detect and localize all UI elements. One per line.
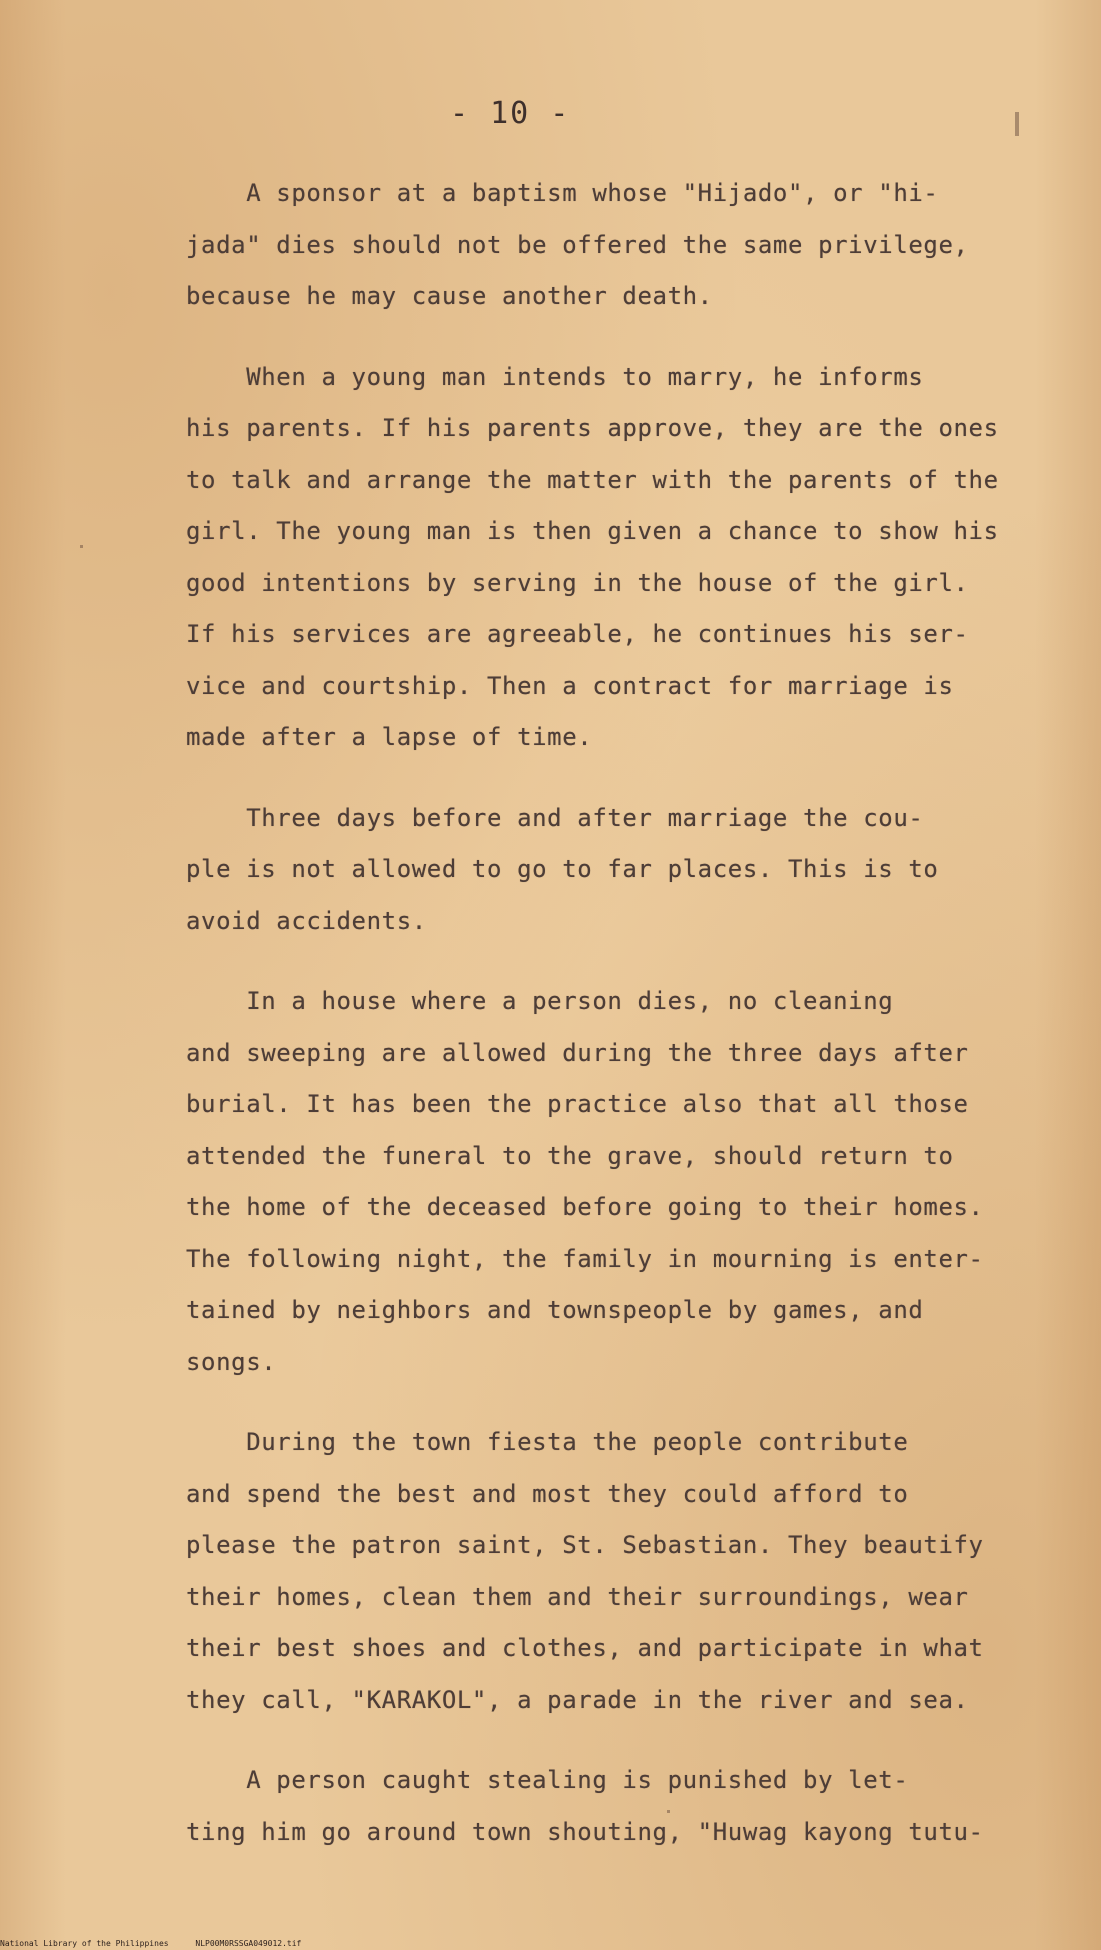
footer-library: National Library of the Philippines [0, 1939, 169, 1948]
text-line: If his services are agreeable, he continues his ser- [186, 620, 969, 648]
text-line: girl. The young man is then given a chance to show his [186, 517, 999, 545]
text-line: vice and courtship. Then a contract for marriage is [186, 671, 954, 700]
text-line: avoid accidents. [186, 906, 427, 935]
text-line: the home of the deceased before going to their homes. [186, 1193, 984, 1221]
paragraph-sponsor [186, 168, 1026, 323]
margin-ink-mark [80, 545, 83, 548]
margin-ink-mark [667, 1810, 670, 1813]
text-line: their homes, clean them and their surroundings, wear [186, 1582, 969, 1611]
footer-file-id: NLP00M0RSSGA049012.tif [195, 1939, 302, 1948]
paragraph-fiesta [186, 1417, 1026, 1726]
paragraph-stealing [186, 1755, 1026, 1858]
text-line: In a house where a person dies, no cleaning [186, 987, 894, 1015]
text-line: good intentions by serving in the house of the girl. [186, 568, 969, 597]
text-line: Three days before and after marriage the cou- [186, 803, 924, 832]
paragraph-three-days [186, 793, 1026, 948]
text-line: please the patron saint, St. Sebastian. They beautify [186, 1531, 984, 1559]
text-line: jada" dies should not be offered the same privilege, [186, 230, 969, 259]
text-line: made after a lapse of time. [186, 723, 593, 751]
text-line: their best shoes and clothes, and participate in what [186, 1634, 984, 1662]
text-line: During the town fiesta the people contribute [186, 1428, 909, 1456]
text-line: ting him go around town shouting, "Huwag kayong tutu- [186, 1817, 984, 1846]
text-line: tained by neighbors and townspeople by games, and [186, 1296, 924, 1324]
text-line: to talk and arrange the matter with the parents of the [186, 465, 999, 494]
archive-footer [0, 1939, 323, 1948]
page-number: - 10 - [450, 96, 571, 131]
text-line: and spend the best and most they could afford to [186, 1479, 909, 1508]
text-line: ple is not allowed to go to far places. This is to [186, 855, 939, 883]
paragraph-death [186, 976, 1026, 1388]
text-line: songs. [186, 1347, 277, 1376]
text-line: A person caught stealing is punished by let- [186, 1766, 909, 1794]
text-line: When a young man intends to marry, he informs [186, 362, 924, 391]
text-line: his parents. If his parents approve, they are the ones [186, 414, 999, 442]
margin-ink-mark [1015, 112, 1019, 136]
text-line: because he may cause another death. [186, 282, 713, 310]
typewritten-text [186, 168, 1026, 1887]
text-line: The following night, the family in mourning is enter- [186, 1244, 984, 1273]
text-line: and sweeping are allowed during the three days after [186, 1038, 969, 1067]
text-line: burial. It has been the practice also that all those [186, 1090, 969, 1118]
text-line: they call, "KARAKOL", a parade in the river and sea. [186, 1685, 969, 1714]
text-line: A sponsor at a baptism whose "Hijado", or "hi- [186, 179, 939, 207]
text-line: attended the funeral to the grave, should return to [186, 1141, 954, 1170]
paragraph-marriage [186, 352, 1026, 764]
